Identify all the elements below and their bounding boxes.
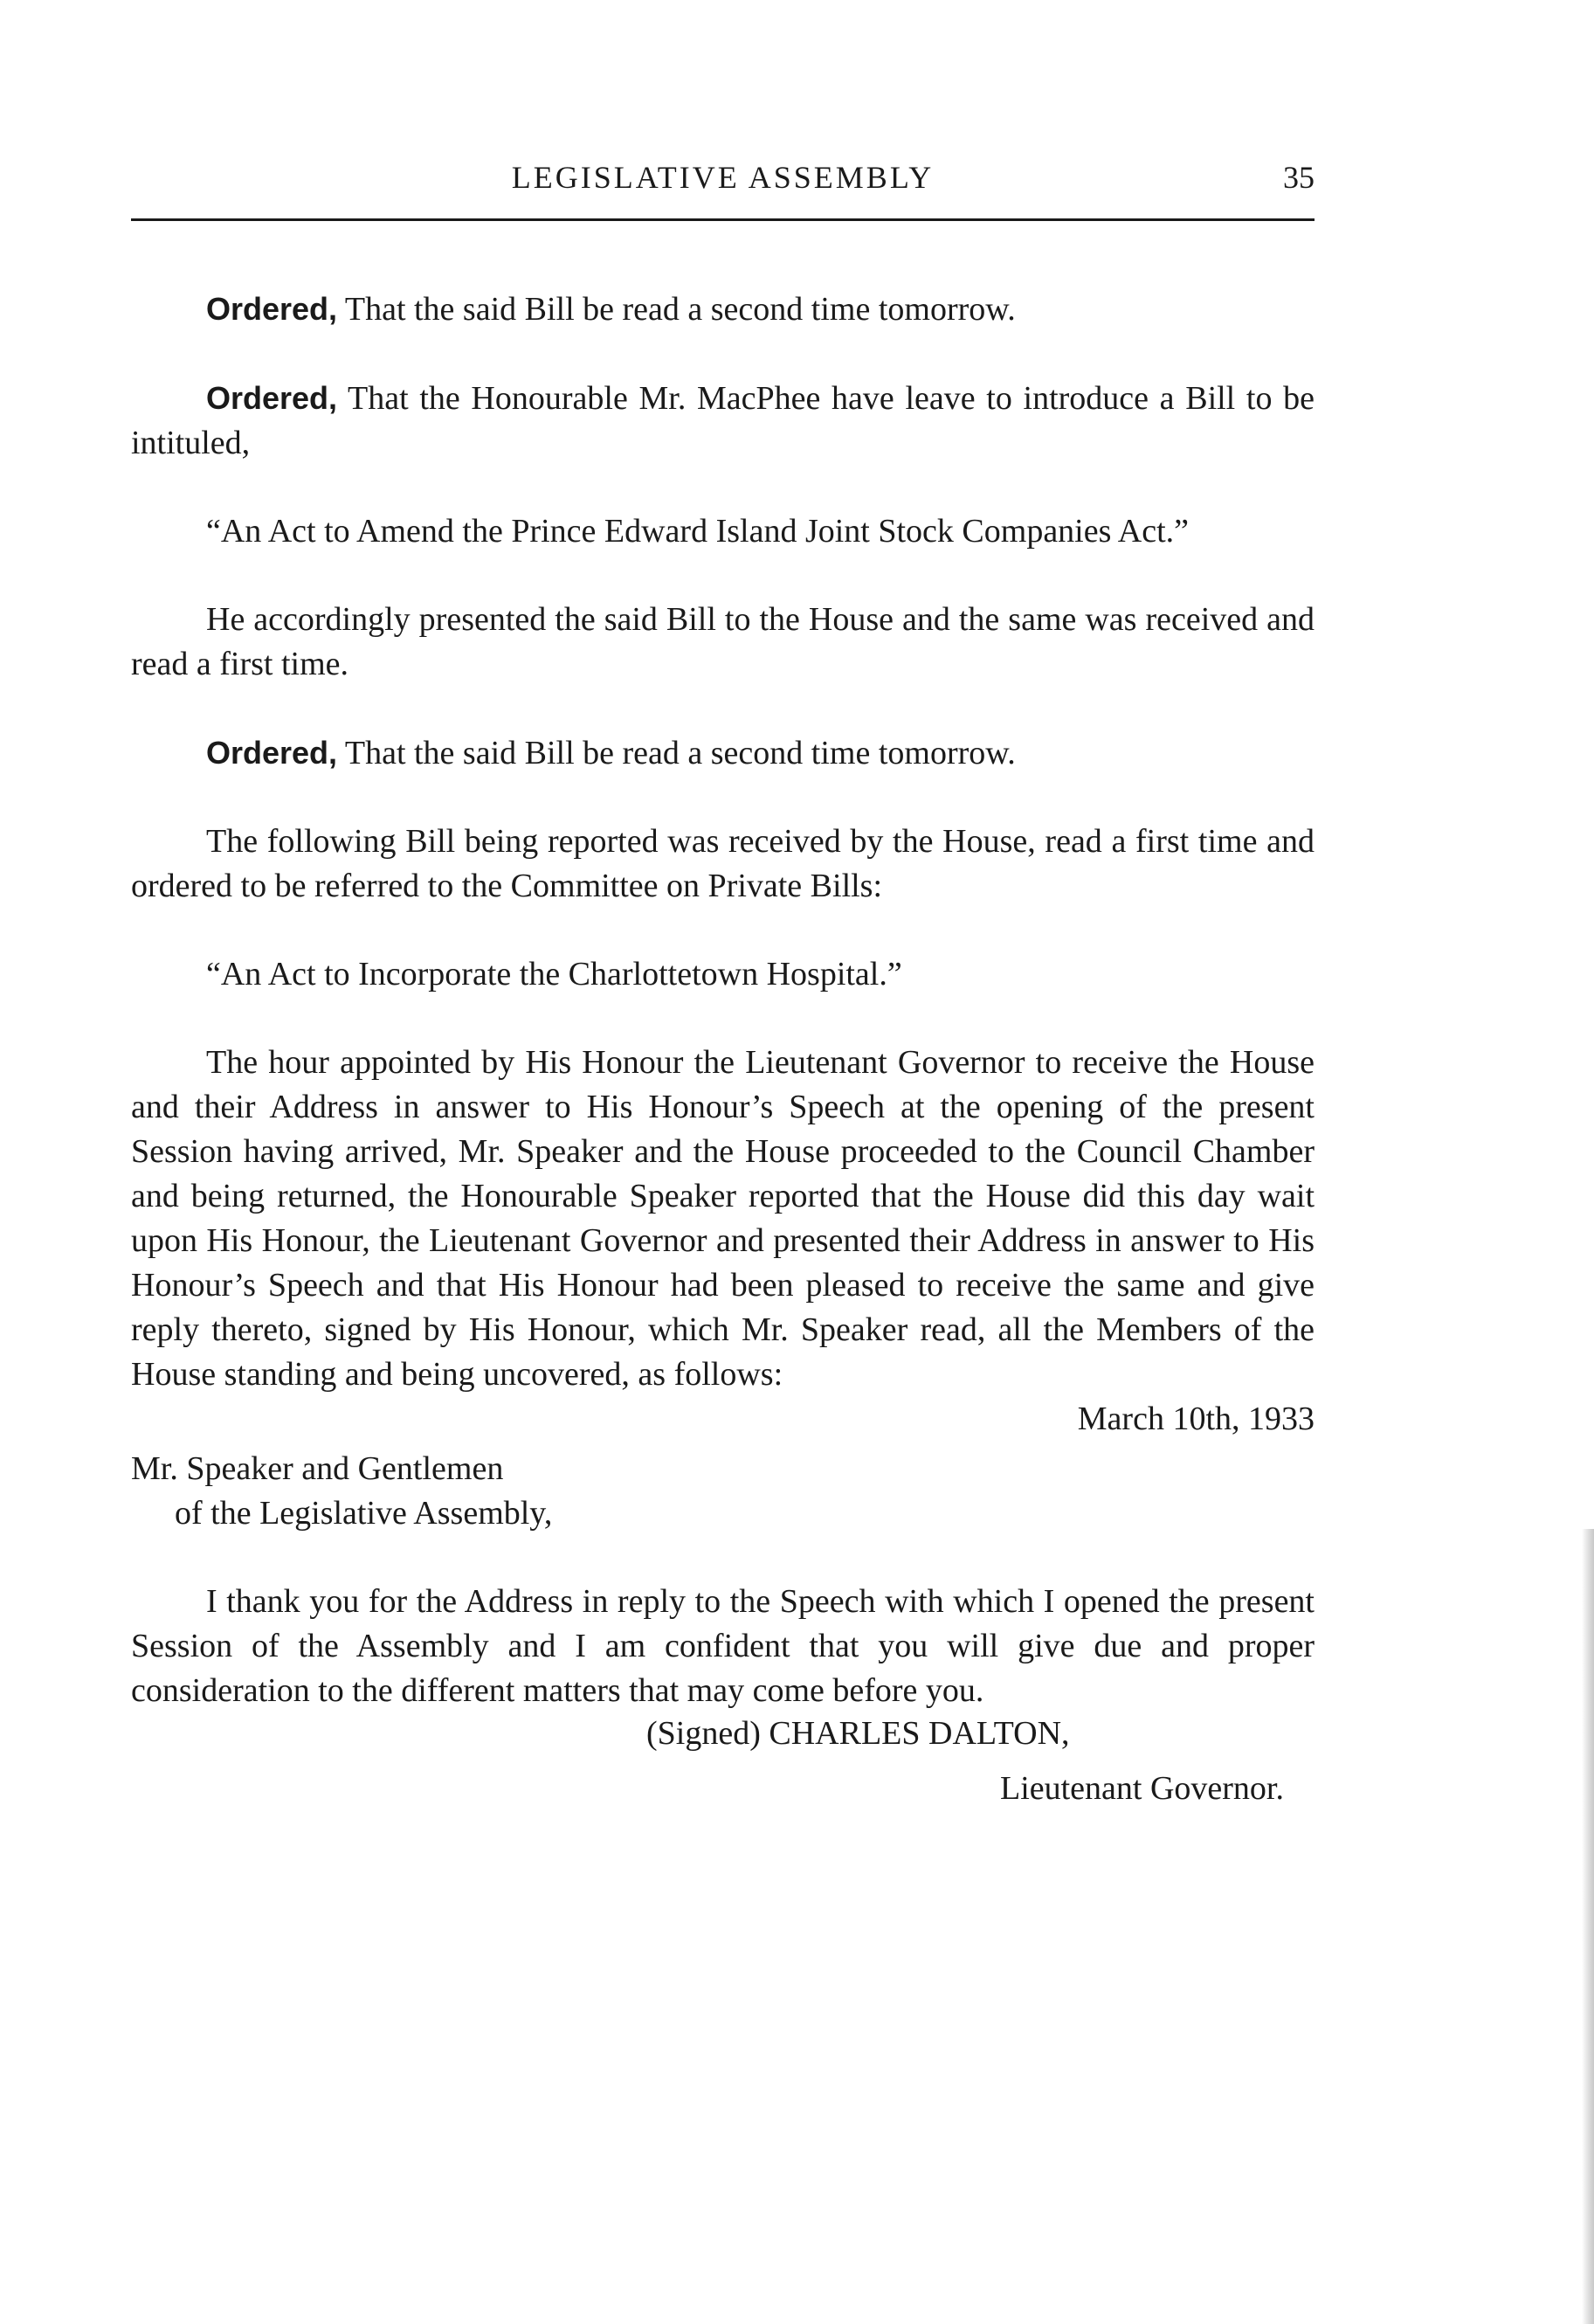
- header-rule: [131, 218, 1315, 221]
- signature-name: (Signed) CHARLES DALTON,: [646, 1715, 1070, 1752]
- ordered-paragraph-1: [131, 287, 1315, 332]
- ordered-label: Ordered,: [206, 291, 338, 327]
- page-number: 35: [1283, 160, 1315, 195]
- salutation-line-2: of the Legislative Assembly,: [175, 1495, 553, 1532]
- presentation-paragraph: He accordingly presented the said Bill to the House and the same was received and read a first time.: [131, 601, 1315, 682]
- paragraph-text: That the said Bill be read a second time tomorrow.: [337, 291, 1016, 328]
- body-text: [131, 287, 1315, 1811]
- salutation-line-1: Mr. Speaker and Gentlemen: [131, 1450, 504, 1487]
- reply-date: March 10th, 1933: [1077, 1401, 1315, 1437]
- ordered-label: Ordered,: [206, 380, 338, 416]
- page-edge-shadow: [1582, 1529, 1594, 2324]
- paragraph-text: That the said Bill be read a second time tomorrow.: [337, 735, 1016, 771]
- ordered-paragraph-3: [131, 730, 1315, 776]
- page-header: [131, 159, 1315, 220]
- ordered-paragraph-2: [131, 376, 1315, 466]
- reported-bill-paragraph: The following Bill being reported was received by the House, read a first time and ordered to be referred to the Committee on Private Bills:: [131, 823, 1315, 904]
- address-paragraph: The hour appointed by His Honour the Lieutenant Governor to receive the House and their Address in answer to His Honour’s Speech at the opening of the present Session having arrived, Mr. Speaker and the House proceeded to the Council Chamber and being returned, the Honourable Speaker reported that the House did this day wait upon His Honour, the Lieutenant Governor and presented their Address in answer to His Honour’s Speech and that His Honour had been pleased to receive the same and give reply thereto, signed by His Honour, which Mr. Speaker read, all the Members of the House standing and being uncovered, as follows:: [131, 1044, 1315, 1393]
- reply-paragraph: I thank you for the Address in reply to the Speech with which I opened the present Session of the Assembly and I am confident that you will give due and proper consideration to the different matters that may come before you.: [131, 1583, 1315, 1709]
- salutation: [131, 1447, 1315, 1536]
- running-head: LEGISLATIVE ASSEMBLY: [511, 160, 935, 195]
- bill-title-1: “An Act to Amend the Prince Edward Island Joint Stock Companies Act.”: [206, 513, 1190, 550]
- ordered-label: Ordered,: [206, 735, 338, 771]
- paragraph-text: That the Honourable Mr. MacPhee have leave to introduce a Bill to be intituled,: [131, 380, 1315, 461]
- signature-block: [131, 1712, 1315, 1811]
- bill-title-2: “An Act to Incorporate the Charlottetown Hospital.”: [206, 956, 902, 993]
- signature-title: Lieutenant Governor.: [999, 1770, 1284, 1807]
- page-content: [131, 0, 1315, 2324]
